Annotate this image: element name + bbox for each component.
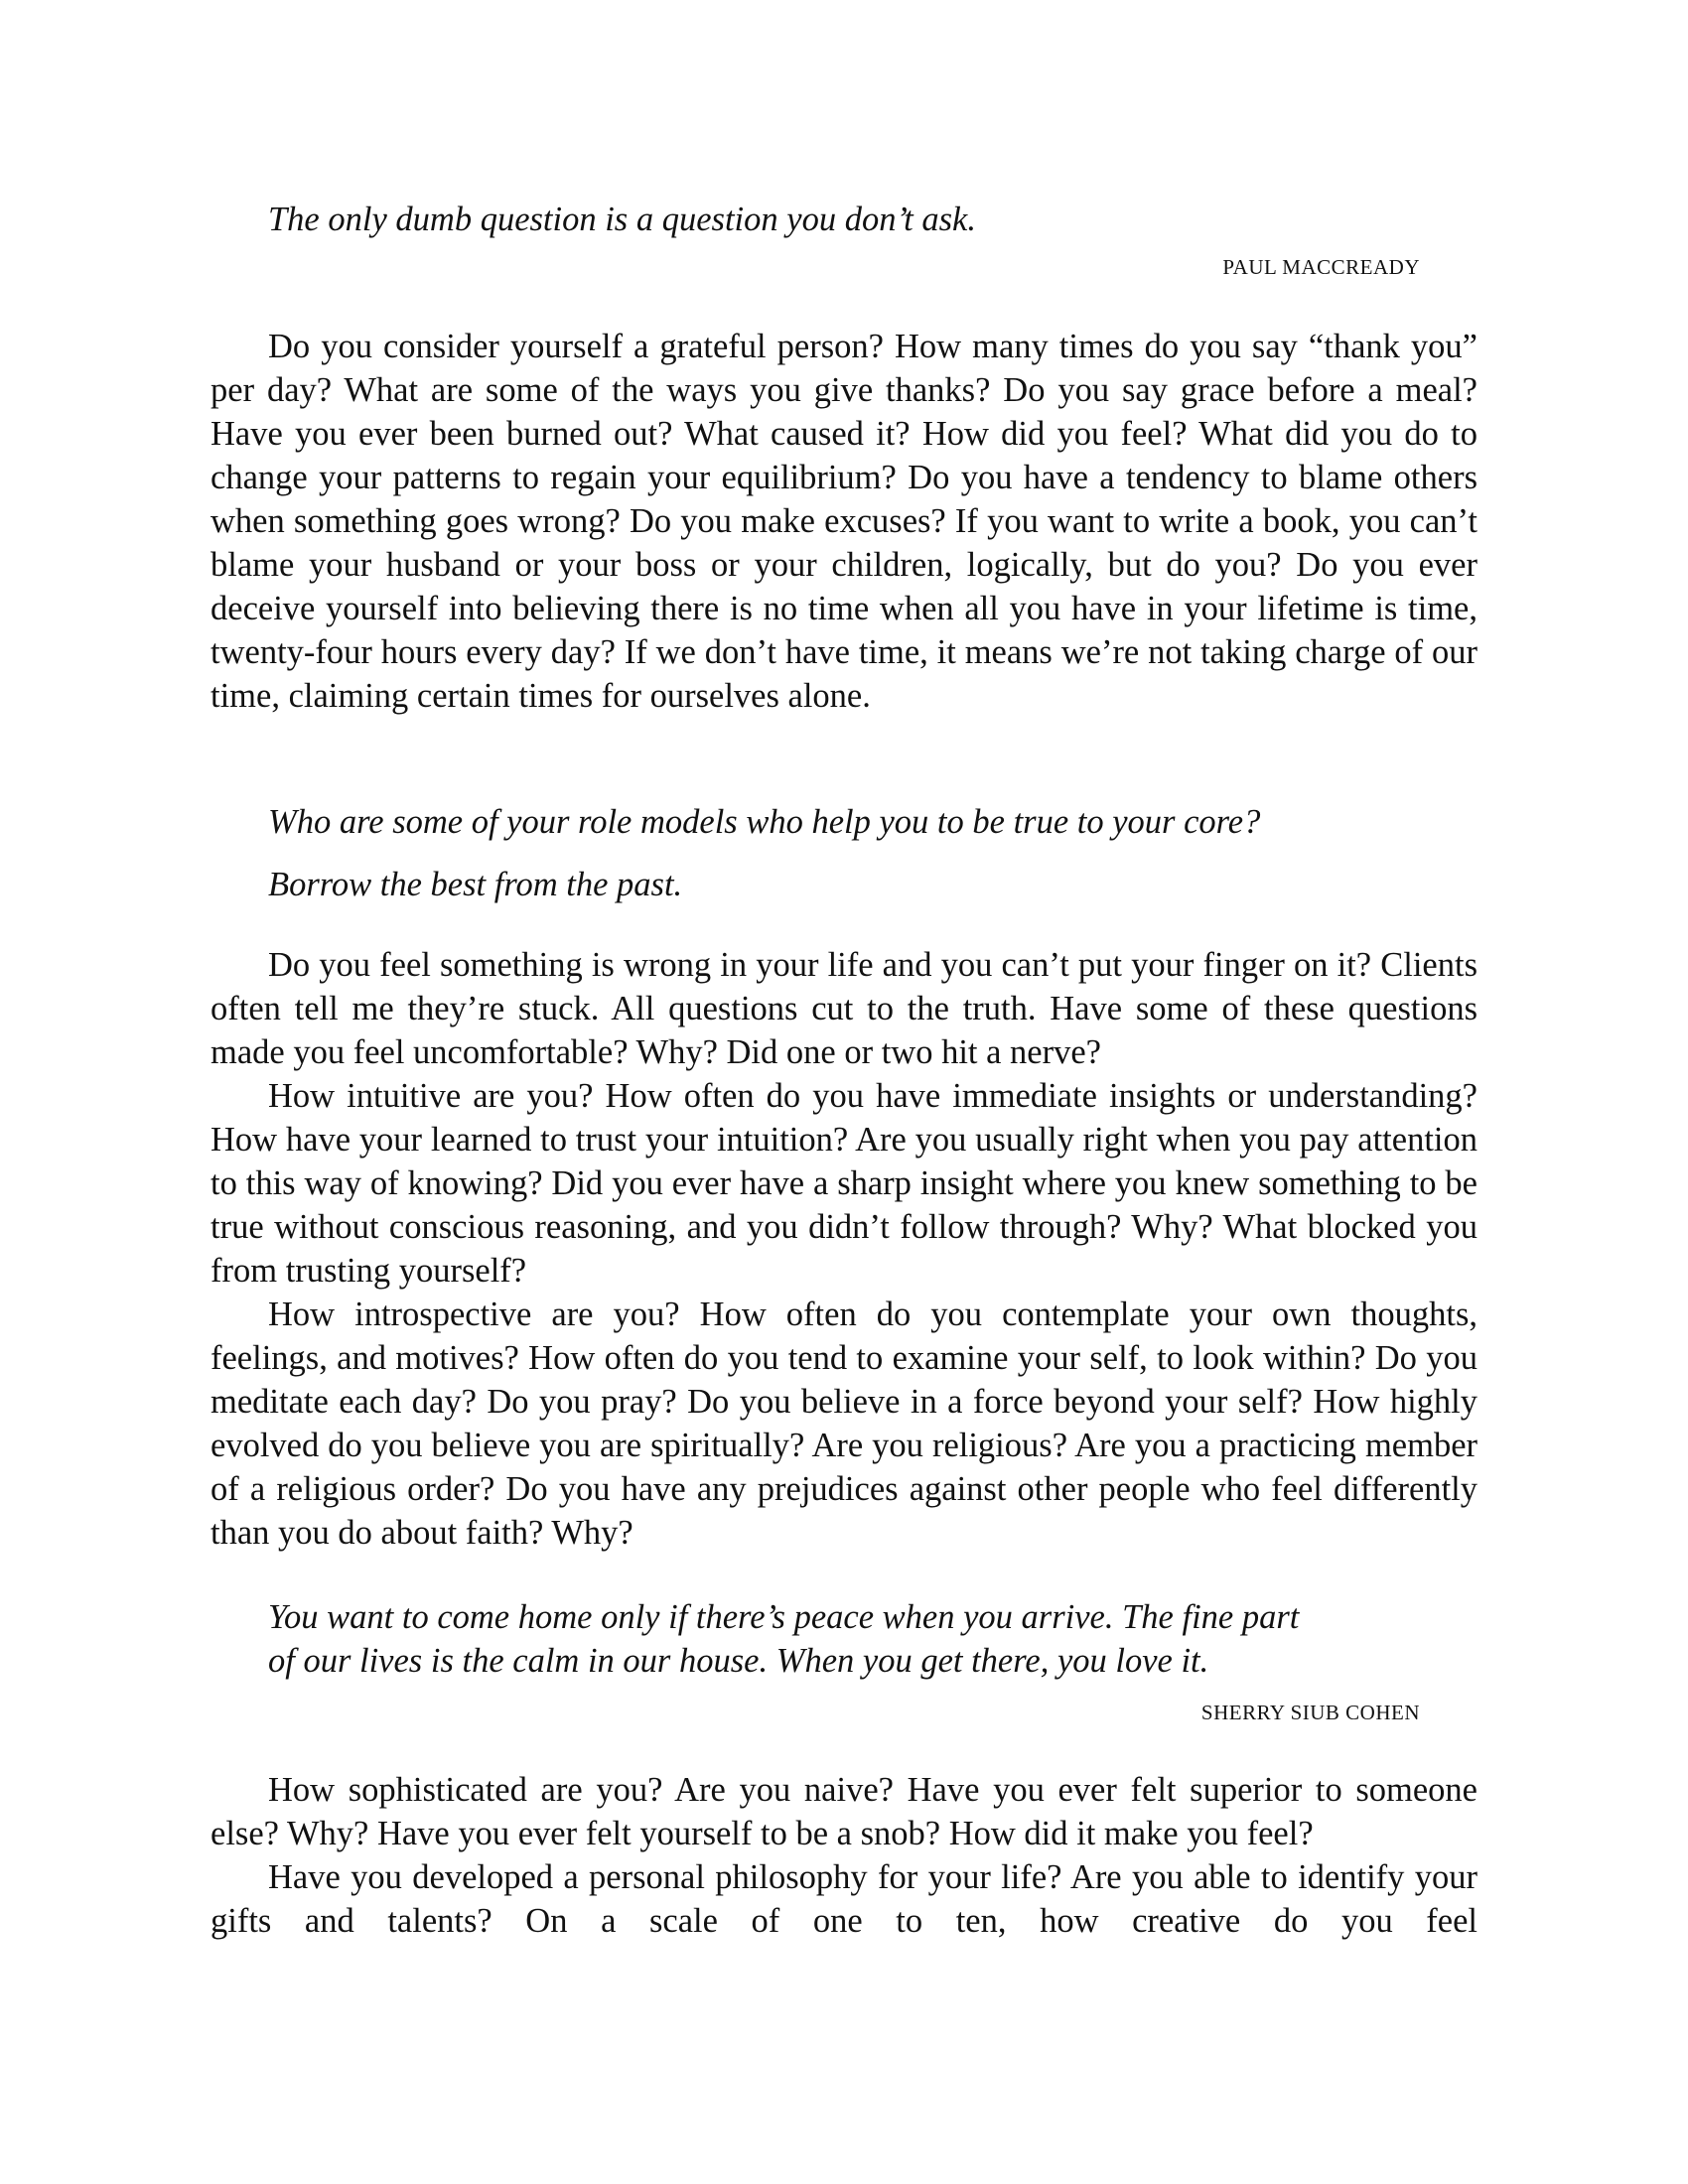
epigraph-quote-1: The only dumb question is a question you don’t ask. bbox=[268, 201, 976, 238]
epigraph-quote-2-line-2: of our lives is the calm in our house. When you get there, you love it. bbox=[268, 1642, 1209, 1680]
body-section-1 bbox=[211, 325, 1477, 718]
paragraph-introspection: How introspective are you? How often do you contemplate your own thoughts, feelings, and motives? How often do you tend to examine your self, to look within? Do you meditate each day? Do you pray? Do you believe in a force beyond your self? How highly evolved do you believe you are spiritually? Are you religious? Are you a practicing member of a religious order? Do you have any prejudices against other people who feel differently than you do about faith? Why? bbox=[211, 1296, 1477, 1552]
body-section-3 bbox=[211, 1768, 1477, 1943]
paragraph-gratitude: Do you consider yourself a grateful person? How many times do you say “thank you” per day? What are some of the ways you give thanks? Do you say grace before a meal? Have you ever been burned out? What caused it? How did you feel? What did you do to change your patterns to regain your equilibrium? Do you have a tendency to blame others when something goes wrong? Do you make excuses? If you want to write a book, you can’t blame your husband or your boss or your children, logically, but do you? Do you ever deceive yourself into believing there is no time when all you have in your lifetime is time, twenty-four hours every day? If we don’t have time, it means we’re not taking charge of our time, claiming certain times for ourselves alone. bbox=[211, 328, 1477, 715]
epigraph-author-2: SHERRY SIUB COHEN bbox=[1200, 1701, 1420, 1724]
body-section-2 bbox=[211, 943, 1477, 1555]
epigraph-quote-2-line-1: You want to come home only if there’s peace when you arrive. The fine part bbox=[268, 1598, 1300, 1636]
paragraph-philosophy: Have you developed a personal philosophy for your life? Are you able to identify your gifts and talents? On a scale of one to ten, how creative do you feel bbox=[211, 1858, 1477, 1940]
epigraph-author-1: PAUL MACCREADY bbox=[1222, 255, 1420, 279]
paragraph-sophistication: How sophisticated are you? Are you naive? Have you ever felt superior to someone else? Why? Have you ever felt yourself to be a snob? How did it make you feel? bbox=[211, 1771, 1477, 1852]
paragraph-stuck: Do you feel something is wrong in your life and you can’t put your finger on it? Clients often tell me they’re stuck. All questions cut to the truth. Have some of these questions made you feel uncomfortable? Why? Did one or two hit a nerve? bbox=[211, 946, 1477, 1071]
italic-line-role-models: Who are some of your role models who help you to be true to your core? bbox=[268, 803, 1261, 841]
italic-line-borrow-best: Borrow the best from the past. bbox=[268, 866, 683, 903]
paragraph-intuition: How intuitive are you? How often do you have immediate insights or understanding? How have your learned to trust your intuition? Are you usually right when you pay attention to this way of knowing? Did you ever have a sharp insight where you knew something to be true without conscious reasoning, and you didn’t follow through? Why? What blocked you from trusting yourself? bbox=[211, 1077, 1477, 1290]
